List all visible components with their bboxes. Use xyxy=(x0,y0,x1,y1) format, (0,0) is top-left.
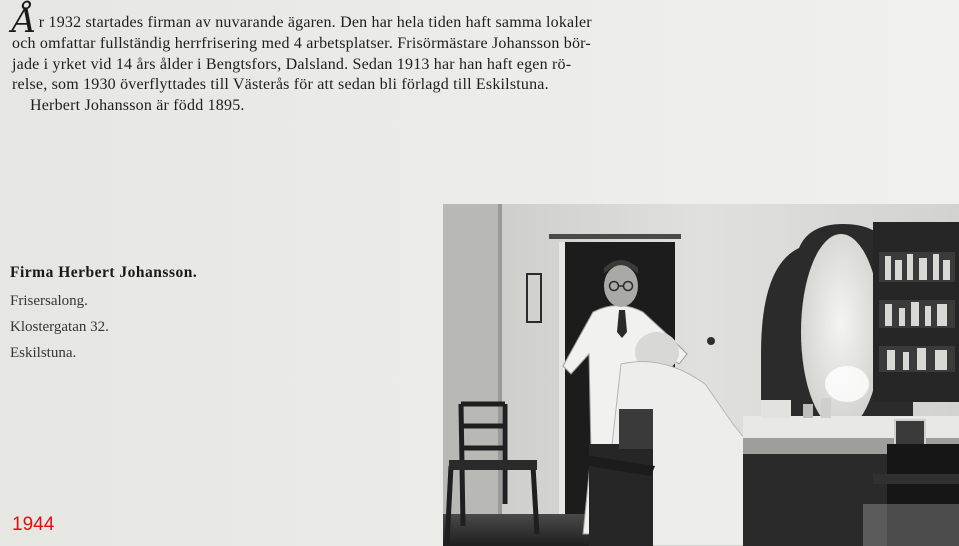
drop-cap: Å xyxy=(12,1,37,41)
firm-type: Frisersalong. xyxy=(10,293,88,309)
firm-name: Firma Herbert Johansson. xyxy=(10,264,198,281)
barbershop-photo-image xyxy=(443,204,959,546)
intro-line-1 xyxy=(12,1,842,41)
firm-address: Klostergatan 32. xyxy=(10,319,109,335)
firm-city: Eskilstuna. xyxy=(10,345,77,361)
intro-line-4: relse, som 1930 överflyttades till Västerås för att sedan bli förlagd till Eskilstuna. xyxy=(12,76,549,93)
intro-line-1-text: r 1932 startades firman av nuvarande ägaren. Den har hela tiden haft samma lokaler xyxy=(38,14,592,31)
year-stamp: 1944 xyxy=(12,514,55,535)
barbershop-photo xyxy=(443,204,959,546)
firm-info xyxy=(10,264,310,366)
intro-line-5: Herbert Johansson är född 1895. xyxy=(30,96,245,114)
intro-line-2: och omfattar fullständig herrfrisering med 4 arbetsplatser. Frisörmästare Johansson bör- xyxy=(12,35,591,52)
intro-paragraph xyxy=(12,1,842,116)
intro-line-3: jade i yrket vid 14 års ålder i Bengtsfors, Dalsland. Sedan 1913 har han haft egen rö- xyxy=(12,55,572,73)
